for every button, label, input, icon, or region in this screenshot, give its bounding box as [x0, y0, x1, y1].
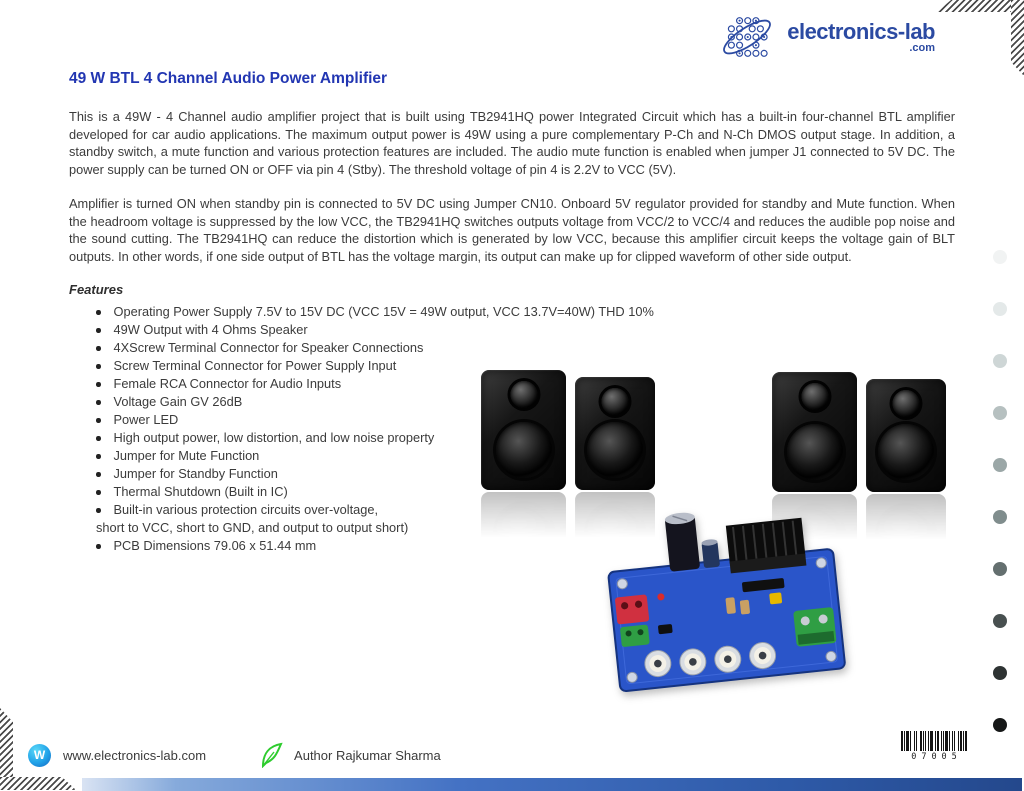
- feature-text: Thermal Shutdown (Built in IC): [113, 484, 288, 499]
- speakers-photo-left: [481, 370, 655, 490]
- wordpress-icon: W: [28, 744, 51, 767]
- bullet-icon: [96, 508, 101, 513]
- bullet-icon: [96, 454, 101, 459]
- page-title: 49 W BTL 4 Channel Audio Power Amplifier: [69, 70, 388, 87]
- corner-hatch-bottom-left-horizontal: [0, 777, 76, 790]
- logo-wordmark: electronics-lab: [787, 19, 935, 44]
- bullet-icon: [96, 418, 101, 423]
- speaker-image: [481, 370, 566, 490]
- pcb-photo: [596, 498, 860, 710]
- side-dot: [993, 614, 1007, 628]
- bullet-icon: [96, 544, 101, 549]
- feature-text: Built-in various protection circuits over-voltage,: [113, 502, 379, 517]
- feature-text: Voltage Gain GV 26dB: [113, 394, 243, 409]
- speaker-image: [866, 379, 946, 492]
- bullet-icon: [96, 346, 101, 351]
- feature-text: Power LED: [113, 412, 179, 427]
- barcode-digits: 07005: [911, 752, 962, 762]
- pcb-board-image: [596, 498, 860, 710]
- feature-text: Operating Power Supply 7.5V to 15V DC (VCC 15V = 49W output, VCC 13.7V=40W) THD 10%: [113, 304, 654, 319]
- feature-text: Screw Terminal Connector for Power Supply Input: [113, 358, 397, 373]
- quill-icon: [260, 742, 284, 768]
- bullet-icon: [96, 382, 101, 387]
- author-group: [260, 742, 441, 768]
- bullet-icon: [96, 472, 101, 477]
- feature-text: Female RCA Connector for Audio Inputs: [113, 376, 342, 391]
- footer-accent-bar: [82, 778, 1022, 791]
- side-dot: [993, 562, 1007, 576]
- speaker-image: [575, 377, 655, 490]
- speakers-photo-right: [772, 372, 946, 492]
- logo-tld: .com: [909, 42, 935, 54]
- bullet-icon: [96, 310, 101, 315]
- bullet-icon: [96, 490, 101, 495]
- footer-website-link[interactable]: www.electronics-lab.com: [63, 747, 207, 763]
- barcode-bar: [965, 731, 967, 751]
- feature-text: PCB Dimensions 79.06 x 51.44 mm: [113, 538, 317, 553]
- bullet-icon: [96, 328, 101, 333]
- side-dot: [993, 666, 1007, 680]
- feature-item: [96, 339, 955, 357]
- description-paragraph: Amplifier is turned ON when standby pin is connected to 5V DC using Jumper CN10. Onboard 5V regulator provided for standby and Mute function. When the headroom voltage is suppressed by the low VCC, the TB2941HQ switches outputs voltage from VCC/2 to VCC/4 and reduces the audible pop noise and the sound cutting. The TB2941HQ can reduce the distortion which is generated by low VCC, because this amplifier circuit keeps the voltage gain of BLT outputs. In other words, if one side output of BTL has the voltage margin, its output can make up for clipped waveform of other side output.: [69, 196, 955, 264]
- corner-hatch-bottom-left-vertical: [0, 708, 13, 778]
- intro-paragraph: This is a 49W - 4 Channel audio amplifier project that is built using TB2941HQ power Integrated Circuit which has a built-in four-channel BTL amplifier developed for car audio applications. The maximum output power is 49W using a pure complementary P-Ch and N-Ch DMOS output stage. In addition, a standby switch, a mute function and various protection features are included. The audio mute function is enabled when jumper J1 connected to 5V DC. The power supply can be turned ON or OFF via pin 4 (Stby). The threshold voltage of pin 4 is 2.2V to VCC (5V).: [69, 109, 955, 177]
- barcode: [892, 731, 976, 762]
- feature-text: 49W Output with 4 Ohms Speaker: [113, 322, 308, 337]
- footer: [28, 742, 441, 768]
- feature-text: High output power, low distortion, and low noise property: [113, 430, 435, 445]
- footer-author-label: Author Rajkumar Sharma: [294, 747, 441, 763]
- feature-text: Jumper for Standby Function: [113, 466, 278, 481]
- feature-text: Jumper for Mute Function: [113, 448, 260, 463]
- bullet-icon: [96, 364, 101, 369]
- speaker-image: [772, 372, 857, 492]
- feature-text: 4XScrew Terminal Connector for Speaker Connections: [113, 340, 424, 355]
- features-heading: Features: [69, 282, 124, 297]
- barcode-bars: [892, 731, 976, 751]
- bullet-icon: [96, 400, 101, 405]
- side-dot: [993, 718, 1007, 732]
- feature-text: short to VCC, short to GND, and output to output short): [96, 520, 409, 535]
- feature-item: [96, 321, 955, 339]
- bullet-icon: [96, 436, 101, 441]
- feature-item: [96, 303, 955, 321]
